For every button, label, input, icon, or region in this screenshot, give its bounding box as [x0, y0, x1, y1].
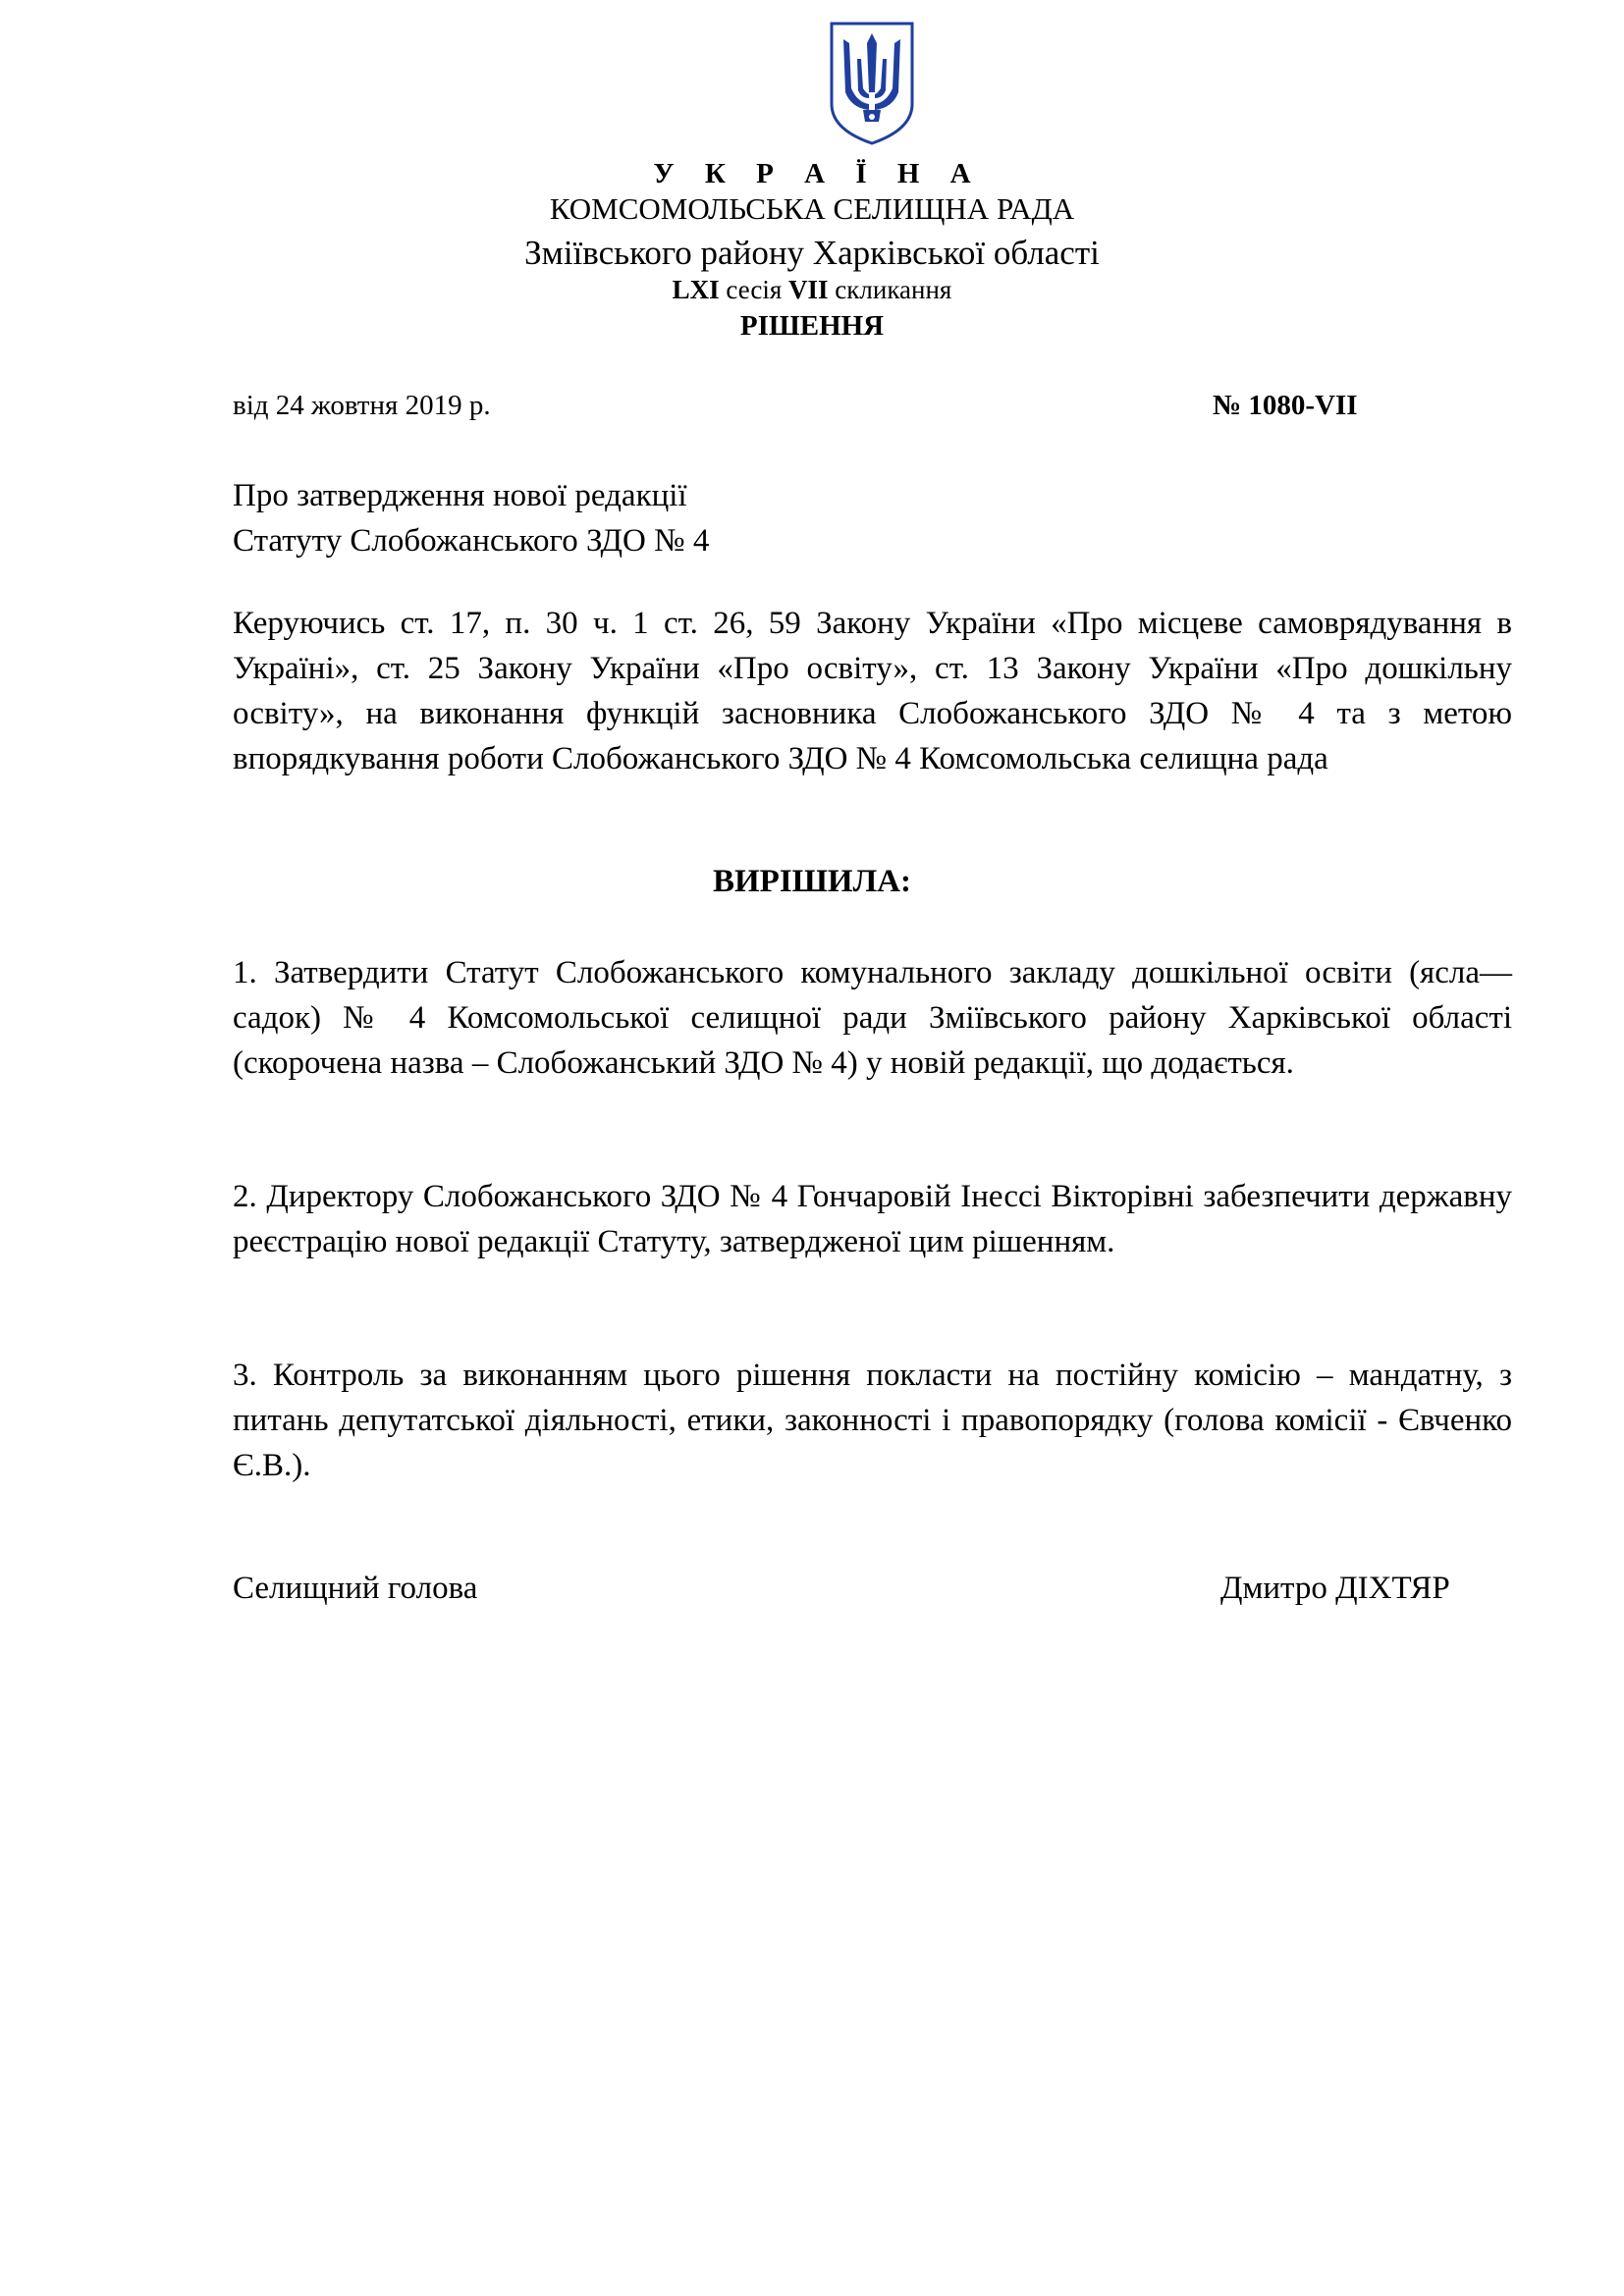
- session-line: [0, 277, 1624, 303]
- subject-line: Про затвердження нової редакції: [233, 478, 687, 513]
- subject-line: Статуту Слобожанського ЗДО № 4: [233, 523, 710, 559]
- session-number: LXI: [672, 275, 720, 304]
- decision-date: від 24 жовтня 2019 р.: [233, 390, 491, 421]
- resolution-item: 2. Директору Слобожанського ЗДО № 4 Гончаровій Інессі Вікторівні забезпечити державну реєстрацію нової редакції Статуту, затвердженої цим рішенням.: [233, 1179, 1512, 1259]
- convocation-word: скликання: [835, 275, 952, 304]
- signatory-name: Дмитро ДІХТЯР: [1220, 1571, 1450, 1606]
- decision-title: РІШЕННЯ: [739, 310, 885, 342]
- resolution-item: 1. Затвердити Статут Слобожанського комунального закладу дошкільної освіти (ясла—садок) № 4 Комсомольської селищної ради Зміївського району Харківської області (скорочена назва – Слобожанський ЗДО № 4) у новій редакції, що додається.: [233, 955, 1512, 1081]
- decision-subject: [233, 473, 709, 563]
- basis-paragraph: Керуючись ст. 17, п. 30 ч. 1 ст. 26, 59 Закону України «Про місцеве самоврядування в Україні», ст. 25 Закону України «Про освіту», ст. 13 Закону України «Про дошкільну освіту», на виконання функцій засновника Слобожанського ЗДО № 4 та з метою впорядкування роботи Слобожанського ЗДО № 4 Комсомольська селищна рада: [233, 606, 1512, 776]
- country-heading: У К Р А Ї Н А: [653, 158, 983, 189]
- resolution-item: 3. Контроль за виконанням цього рішення покласти на постійну комісію – мандатну, з питань депутатської діяльності, етики, законності і правопорядку (голова комісії - Євченко Є.В.).: [233, 1358, 1512, 1483]
- convocation-number: VII: [788, 275, 829, 304]
- trident-coat-of-arms-icon: [828, 20, 916, 147]
- decision-number: № 1080-VII: [1213, 390, 1358, 421]
- resolved-heading: ВИРІШИЛА:: [713, 864, 911, 899]
- signatory-title: Селищний голова: [233, 1571, 478, 1606]
- session-word: сесія: [726, 275, 783, 304]
- council-heading: КОМСОМОЛЬСЬКА СЕЛИЩНА РАДА: [549, 191, 1075, 226]
- district-heading: Зміївського району Харківської області: [524, 234, 1100, 272]
